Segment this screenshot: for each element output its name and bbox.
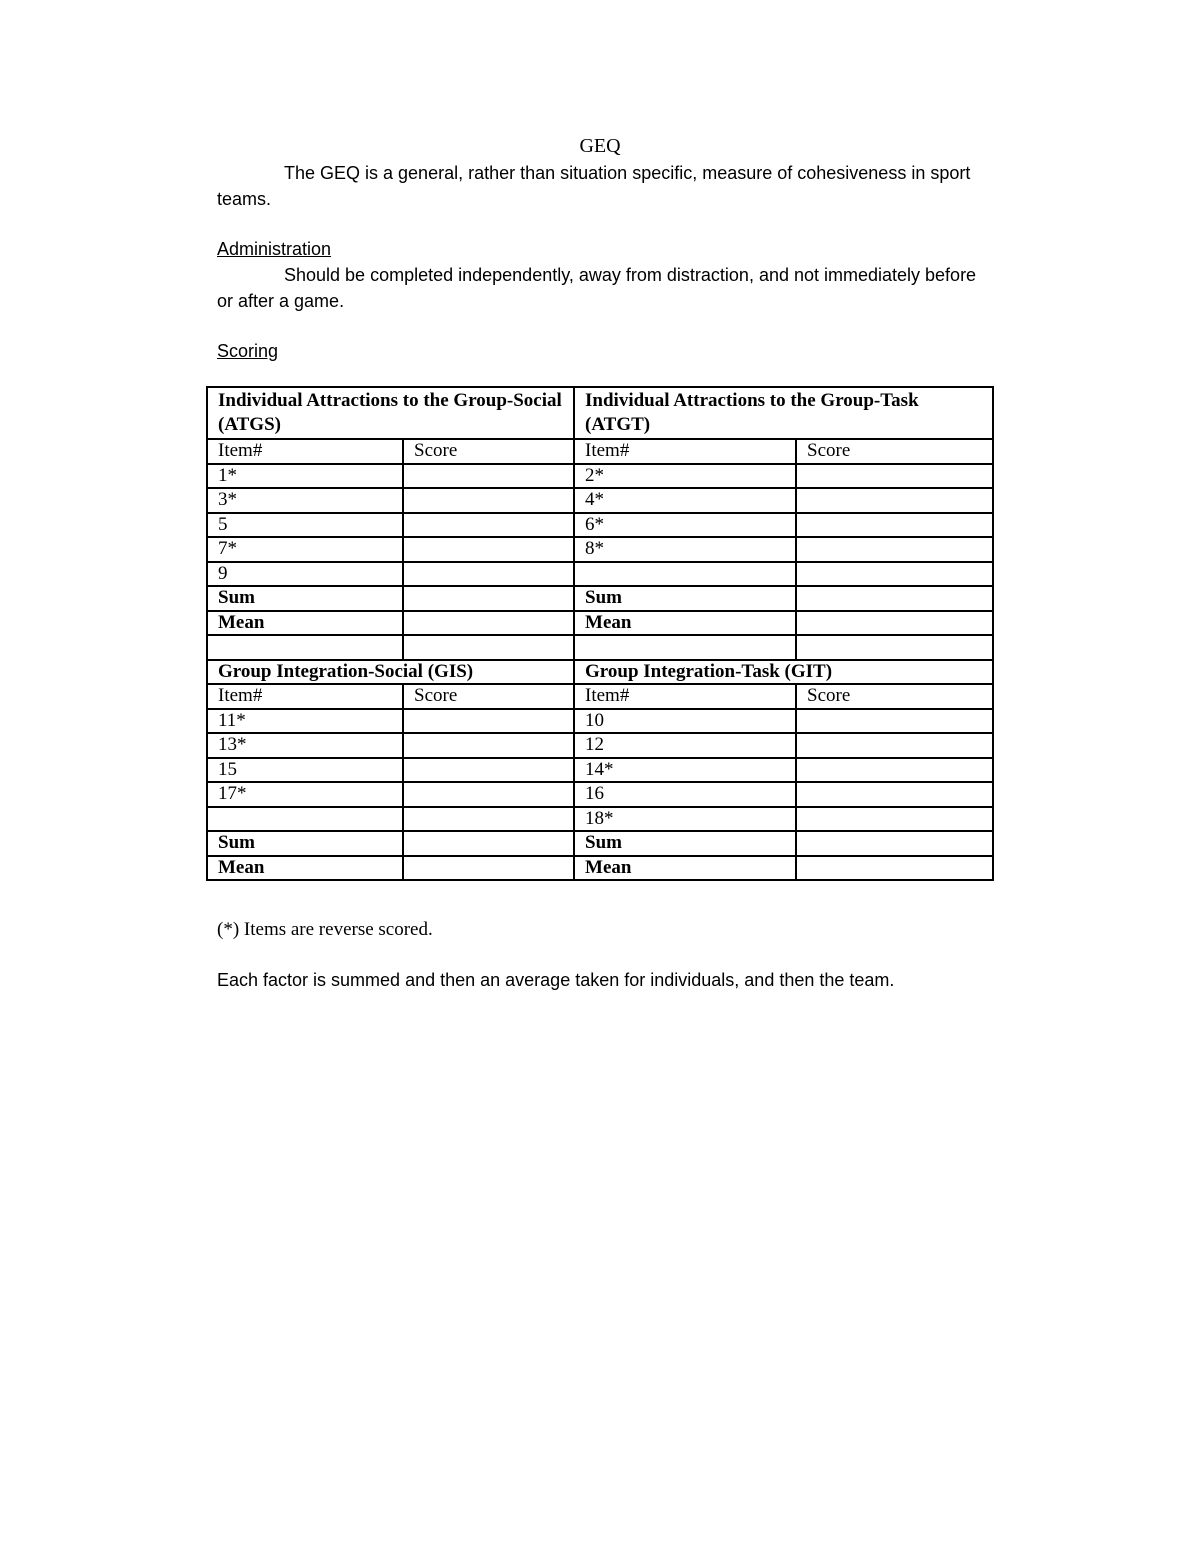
sum-cell[interactable] <box>403 831 574 856</box>
item-number: 13* <box>207 733 403 758</box>
git-title: Group Integration-Task (GIT) <box>574 660 993 685</box>
column-header-score: Score <box>403 684 574 709</box>
score-cell[interactable] <box>796 782 993 807</box>
item-number: 14* <box>574 758 796 783</box>
table-row <box>207 807 993 832</box>
document-title: GEQ <box>579 135 621 157</box>
reverse-scored-note: (*) Items are reverse scored. <box>217 919 433 940</box>
item-number: 11* <box>207 709 403 734</box>
mean-label: Mean <box>574 611 796 636</box>
score-cell[interactable] <box>403 758 574 783</box>
sum-cell[interactable] <box>796 586 993 611</box>
intro-paragraph <box>217 160 987 212</box>
score-cell[interactable] <box>403 807 574 832</box>
item-number: 9 <box>207 562 403 587</box>
score-cell[interactable] <box>403 488 574 513</box>
item-number: 2* <box>574 464 796 489</box>
sum-cell[interactable] <box>403 586 574 611</box>
score-cell[interactable] <box>796 513 993 538</box>
score-cell[interactable] <box>796 709 993 734</box>
column-header-score: Score <box>403 439 574 464</box>
table-row <box>207 758 993 783</box>
item-number: 4* <box>574 488 796 513</box>
item-number: 10 <box>574 709 796 734</box>
table-row <box>207 782 993 807</box>
mean-cell[interactable] <box>403 611 574 636</box>
score-cell[interactable] <box>796 464 993 489</box>
sum-label: Sum <box>207 831 403 856</box>
item-number: 16 <box>574 782 796 807</box>
mean-row <box>207 856 993 881</box>
item-number: 5 <box>207 513 403 538</box>
score-cell[interactable] <box>796 537 993 562</box>
item-number <box>574 562 796 587</box>
atgs-title: Individual Attractions to the Group-Social (ATGS) <box>207 387 574 439</box>
item-number: 3* <box>207 488 403 513</box>
item-number <box>207 807 403 832</box>
empty-cell <box>207 635 403 660</box>
score-cell[interactable] <box>403 733 574 758</box>
mean-label: Mean <box>574 856 796 881</box>
scoring-table <box>206 386 994 881</box>
administration-text: Should be completed independently, away from distraction, and not immediately before or after a game. <box>217 265 977 311</box>
table-column-header-row <box>207 439 993 464</box>
item-number: 15 <box>207 758 403 783</box>
mean-cell[interactable] <box>403 856 574 881</box>
table-row <box>207 733 993 758</box>
sum-row <box>207 831 993 856</box>
table-row <box>207 488 993 513</box>
closing-paragraph: Each factor is summed and then an average taken for individuals, and then the team. <box>217 970 895 990</box>
table-row <box>207 464 993 489</box>
gis-title: Group Integration-Social (GIS) <box>207 660 574 685</box>
sum-cell[interactable] <box>796 831 993 856</box>
item-number: 7* <box>207 537 403 562</box>
empty-cell <box>796 635 993 660</box>
spacer-row <box>207 635 993 660</box>
mean-label: Mean <box>207 856 403 881</box>
item-number: 6* <box>574 513 796 538</box>
column-header-item: Item# <box>574 439 796 464</box>
mean-cell[interactable] <box>796 611 993 636</box>
score-cell[interactable] <box>796 758 993 783</box>
item-number: 1* <box>207 464 403 489</box>
score-cell[interactable] <box>403 782 574 807</box>
table-column-header-row <box>207 684 993 709</box>
mean-row <box>207 611 993 636</box>
column-header-score: Score <box>796 684 993 709</box>
item-number: 17* <box>207 782 403 807</box>
sum-label: Sum <box>574 831 796 856</box>
column-header-score: Score <box>796 439 993 464</box>
sum-label: Sum <box>207 586 403 611</box>
table-section-header <box>207 387 993 439</box>
table-section-header <box>207 660 993 685</box>
empty-cell <box>574 635 796 660</box>
administration-paragraph <box>217 262 987 314</box>
scoring-heading: Scoring <box>217 341 279 361</box>
sum-label: Sum <box>574 586 796 611</box>
item-number: 18* <box>574 807 796 832</box>
empty-cell <box>403 635 574 660</box>
score-cell[interactable] <box>403 464 574 489</box>
mean-label: Mean <box>207 611 403 636</box>
score-cell[interactable] <box>796 488 993 513</box>
administration-heading: Administration <box>217 239 332 259</box>
intro-text: The GEQ is a general, rather than situation specific, measure of cohesiveness in sport teams. <box>217 163 971 209</box>
score-cell[interactable] <box>796 807 993 832</box>
table-row <box>207 709 993 734</box>
item-number: 12 <box>574 733 796 758</box>
column-header-item: Item# <box>207 684 403 709</box>
score-cell[interactable] <box>403 709 574 734</box>
score-cell[interactable] <box>403 562 574 587</box>
sum-row <box>207 586 993 611</box>
item-number: 8* <box>574 537 796 562</box>
score-cell[interactable] <box>796 562 993 587</box>
score-cell[interactable] <box>403 513 574 538</box>
table-row <box>207 537 993 562</box>
atgt-title: Individual Attractions to the Group-Task (ATGT) <box>574 387 993 439</box>
score-cell[interactable] <box>403 537 574 562</box>
mean-cell[interactable] <box>796 856 993 881</box>
column-header-item: Item# <box>574 684 796 709</box>
table-row <box>207 513 993 538</box>
table-row <box>207 562 993 587</box>
score-cell[interactable] <box>796 733 993 758</box>
column-header-item: Item# <box>207 439 403 464</box>
